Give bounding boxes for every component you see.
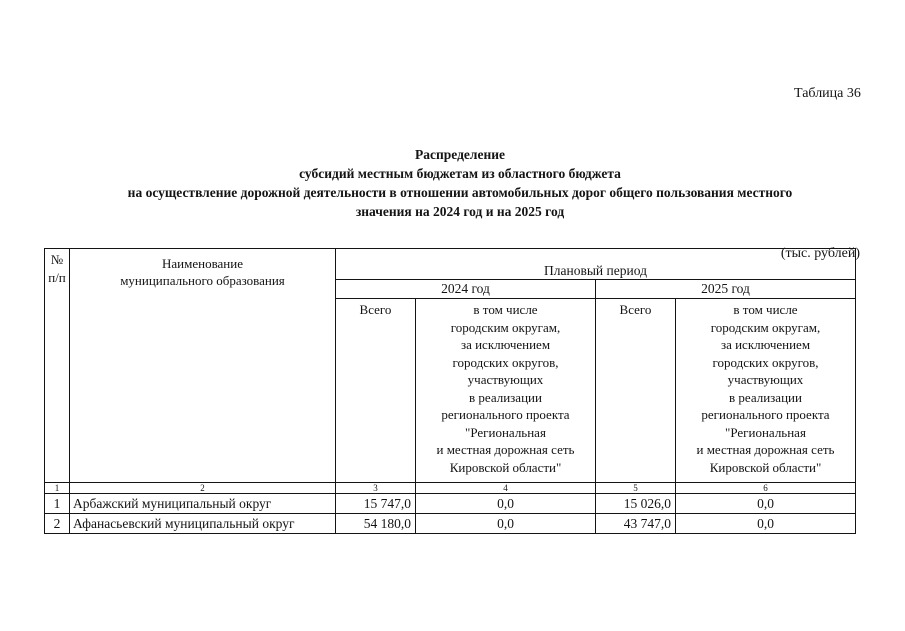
municipality-name: Арбажский муниципальный округ — [70, 494, 336, 514]
column-index: 4 — [416, 483, 596, 494]
incl-2025-value: 0,0 — [676, 514, 856, 534]
total-2025-value: 43 747,0 — [596, 514, 676, 534]
total-2025-value: 15 026,0 — [596, 494, 676, 514]
column-index: 3 — [336, 483, 416, 494]
title-line: Распределение — [414, 147, 506, 162]
incl-2025-value: 0,0 — [676, 494, 856, 514]
column-index: 2 — [70, 483, 336, 494]
header-plan-period: Плановый период — [336, 249, 856, 280]
header-incl-2025: в том числе городским округам, за исключением городских округов, участвующих в реализации регионального проекта "Региональная и местная дорожная сеть Кировской области" — [676, 299, 856, 483]
table-number: Таблица 36 — [794, 86, 861, 101]
table-row — [45, 494, 856, 514]
header-name: Наименование муниципального образования — [70, 249, 336, 483]
column-index: 1 — [45, 483, 70, 494]
header-year-2024: 2024 год — [336, 280, 596, 299]
incl-2024-value: 0,0 — [416, 494, 596, 514]
title-line: на осуществление дорожной деятельности в отношении автомобильных дорог общего пользования местного — [127, 185, 793, 200]
row-number: 2 — [45, 514, 70, 534]
table-row — [45, 514, 856, 534]
municipality-name: Афанасьевский муниципальный округ — [70, 514, 336, 534]
units-label: (тыс. рублей) — [780, 246, 860, 261]
header-incl-2024: в том числе городским округам, за исключением городских округов, участвующих в реализации регионального проекта "Региональная и местная дорожная сеть Кировской области" — [416, 299, 596, 483]
header-total-2025: Всего — [596, 299, 676, 483]
document-title — [60, 145, 860, 221]
header-num: № п/п — [45, 249, 70, 483]
total-2024-value: 15 747,0 — [336, 494, 416, 514]
column-index: 6 — [676, 483, 856, 494]
header-year-2025: 2025 год — [596, 280, 856, 299]
title-line: значения на 2024 год и на 2025 год — [355, 204, 565, 219]
title-line: субсидий местным бюджетам из областного бюджета — [299, 166, 621, 181]
column-index: 5 — [596, 483, 676, 494]
total-2024-value: 54 180,0 — [336, 514, 416, 534]
header-total-2024: Всего — [336, 299, 416, 483]
row-number: 1 — [45, 494, 70, 514]
incl-2024-value: 0,0 — [416, 514, 596, 534]
subsidy-table — [44, 248, 856, 534]
